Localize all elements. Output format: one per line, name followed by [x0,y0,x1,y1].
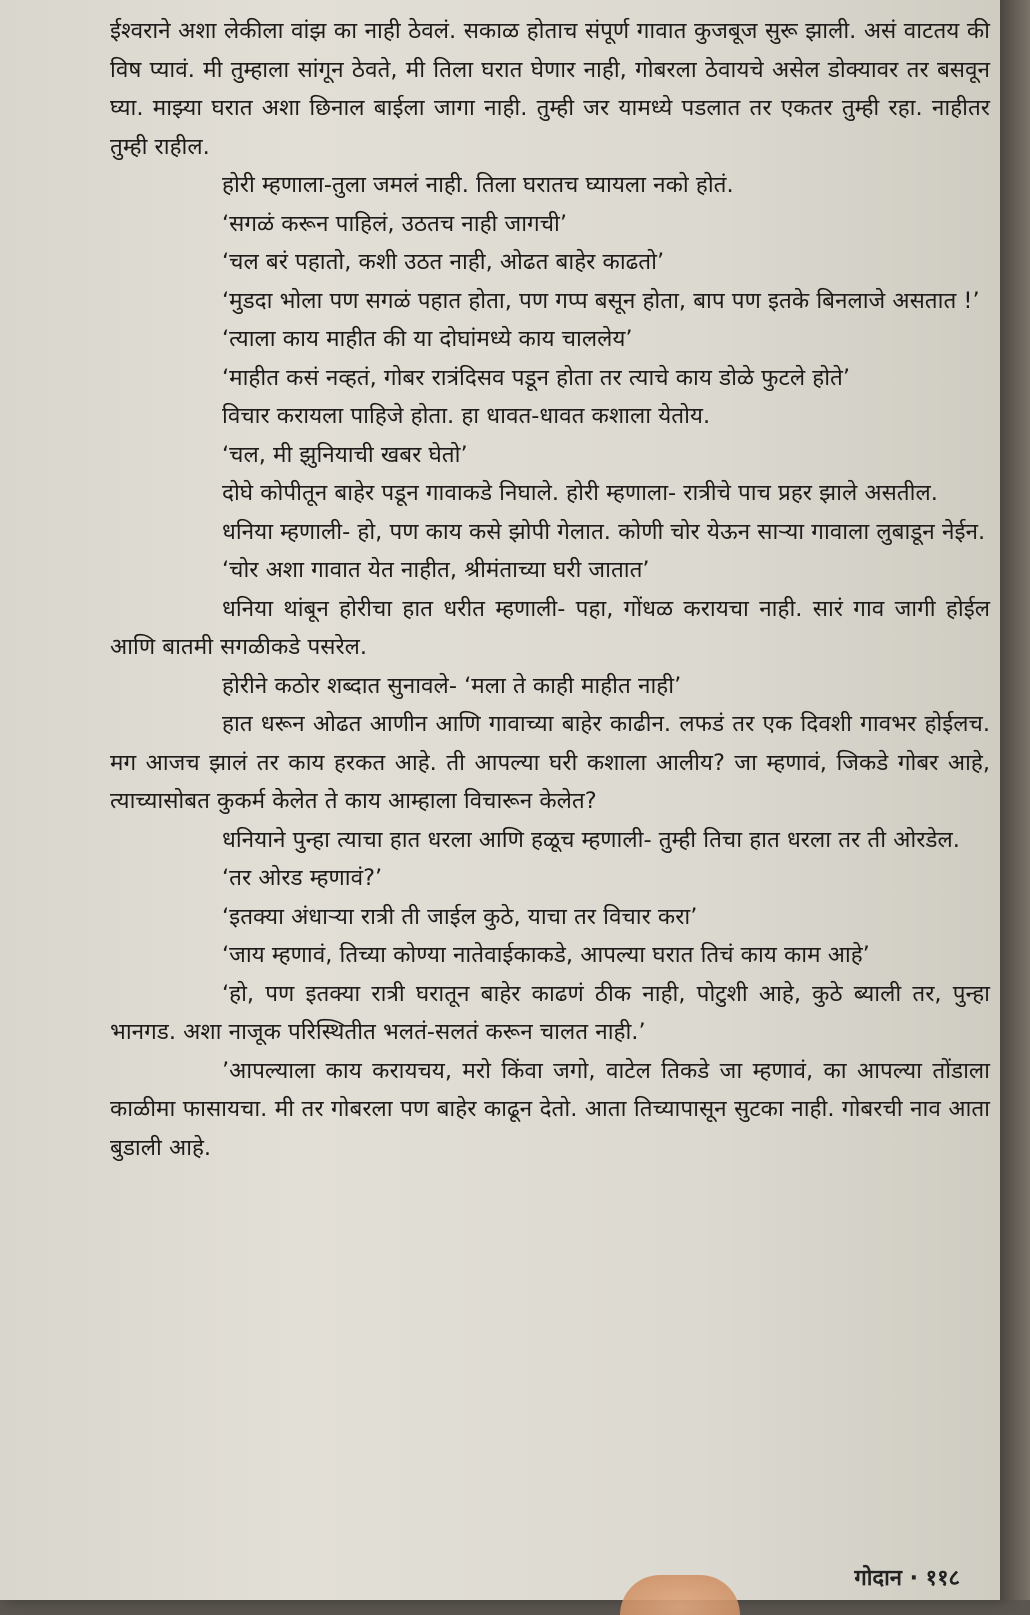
paragraph: ‘जाय म्हणावं, तिच्या कोण्या नातेवाईकाकडे, आपल्या घरात तिचं काय काम आहे’ [222,942,870,968]
paragraph: होरीने कठोर शब्दात सुनावले- ‘मला ते काही माहीत नाही’ [222,672,682,699]
paragraph: धनिया थांबून होरीचा हात धरीत म्हणाली- पहा, गोंधळ करायचा नाही. सारं गाव जागी होईल आणि बातमी सगळीकडे पसरेल. [110,595,990,660]
paragraph: ‘मुडदा भोला पण सगळं पहात होता, पण गप्प बसून होता, बाप पण इतके बिनलाजे असतात !’ [222,287,980,314]
page-footer: गोदान · ११८ [854,1566,960,1591]
paragraph: होरी म्हणाला-तुला जमलं नाही. तिला घरातच घ्यायला नको होतं. [222,172,734,198]
paragraph: विचार करायला पाहिजे होता. हा धावत-धावत कशाला येतोय. [222,403,711,429]
paragraph: ’आपल्याला काय करायचय, मरो किंवा जगो, वाटेल तिकडे जा म्हणावं, का आपल्या तोंडाला काळीमा फासायचा. मी तर गोबरला पण बाहेर काढून देतो. आता तिच्यापासून सुटका नाही. गोबरची नाव आता बुडाली आहे. [110,1057,990,1161]
paragraph: धनियाने पुन्हा त्याचा हात धरला आणि हळूच म्हणाली- तुम्ही तिचा हात धरला तर ती ओरडेल. [222,826,960,853]
paragraph: ‘चोर अशा गावात येत नाहीत, श्रीमंताच्या घरी जातात’ [222,557,650,583]
page-body-text [110,12,990,1167]
thumb-image [620,1575,740,1615]
paragraph: दोघे कोपीतून बाहेर पडून गावाकडे निघाले. होरी म्हणाला- रात्रीचे पाच प्रहर झाले असतील. [222,480,938,506]
paragraph: ‘सगळं करून पाहिलं, उठतच नाही जागची’ [222,210,567,237]
next-page-edge [1000,0,1030,1600]
paragraph: ‘तर ओरड म्हणावं?’ [222,865,383,891]
paragraph: ‘हो, पण इतक्या रात्री घरातून बाहेर काढणं ठीक नाही, पोटुशी आहे, कुठे ब्याली तर, पुन्हा भानगड. अशा नाजूक परिस्थितीत भलतं-सलतं करून चालत नाही.’ [110,980,990,1045]
paragraph: ‘चल, मी झुनियाची खबर घेतो’ [222,441,468,468]
paragraph: ‘माहीत कसं नव्हतं, गोबर रात्रंदिसव पडून होता तर त्याचे काय डोळे फुटले होते’ [222,364,851,391]
paragraph: धनिया म्हणाली- हो, पण काय कसे झोपी गेलात. कोणी चोर येऊन साऱ्या गावाला लुबाडून नेईन. [222,518,986,545]
paragraph: ‘चल बरं पहातो, कशी उठत नाही, ओढत बाहेर काढतो’ [222,249,665,275]
paragraph: ईश्वराने अशा लेकीला वांझ का नाही ठेवलं. सकाळ होताच संपूर्ण गावात कुजबूज सुरू झाली. असं वाटतय की विष प्यावं. मी तुम्हाला सांगून ठेवते, मी तिला घरात घेणार नाही, गोबरला ठेवायचे असेल डोक्यावर तर बसवून घ्या. माझ्या घरात अशा छिनाल बाईला जागा नाही. तुम्ही जर यामध्ये पडलात तर एकतर तुम्ही रहा. नाहीतर तुम्ही राहील. [110,18,990,160]
paragraph: ‘इतक्या अंधाऱ्या रात्री ती जाईल कुठे, याचा तर विचार करा’ [222,903,698,930]
paragraph: हात धरून ओढत आणीन आणि गावाच्या बाहेर काढीन. लफडं तर एक दिवशी गावभर होईलच. मग आजच झालं तर काय हरकत आहे. ती आपल्या घरी कशाला आलीय? जा म्हणावं, जिकडे गोबर आहे, त्याच्यासोबत कुकर्म केलेत ते काय आम्हाला विचारून केलेत? [110,711,990,814]
paragraph: ‘त्याला काय माहीत की या दोघांमध्ये काय चाललेय’ [222,326,633,352]
